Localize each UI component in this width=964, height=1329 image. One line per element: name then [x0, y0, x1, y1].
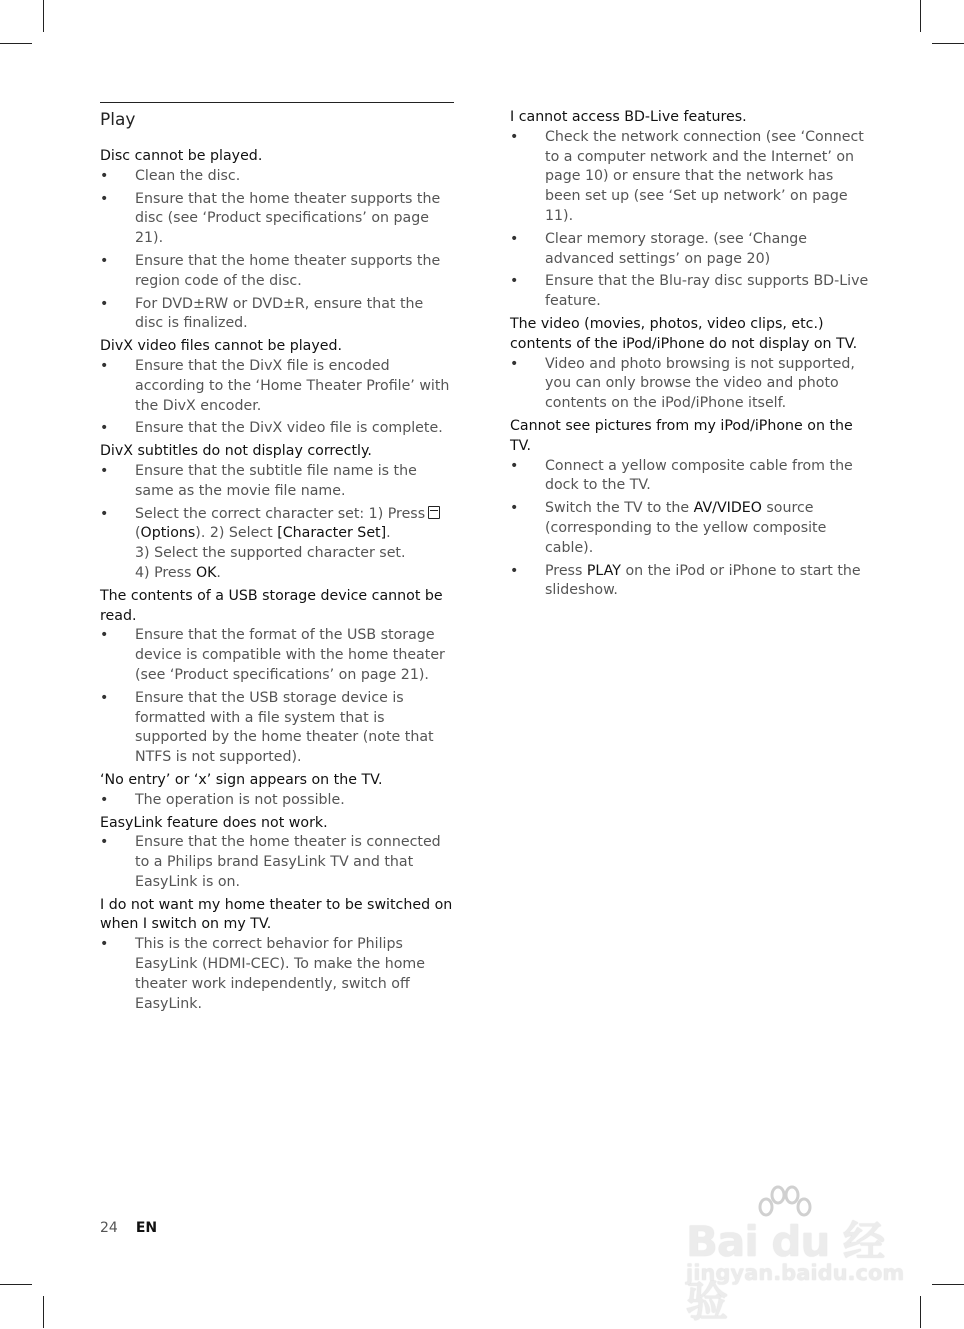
- crop-mark: [932, 1284, 964, 1285]
- bullet: •: [100, 791, 109, 808]
- options-key: Options: [140, 525, 196, 542]
- page-footer: [100, 1220, 157, 1236]
- issue-heading: The video (movies, photos, video clips, etc.) contents of the iPod/iPhone do not display on TV.: [510, 315, 858, 352]
- watermark-url: jingyan.baidu.com: [686, 1261, 905, 1285]
- bullet: •: [510, 562, 519, 579]
- issue-heading: Cannot see pictures from my iPod/iPhone on the TV.: [510, 417, 853, 454]
- list-item: • Ensure that the DivX video file is complete.: [100, 419, 454, 439]
- solution-list: [100, 357, 454, 439]
- list-item: • Ensure that the home theater supports the region code of the disc.: [100, 252, 441, 289]
- crop-mark: [932, 43, 964, 44]
- crop-mark: [43, 0, 44, 32]
- bullet: •: [510, 500, 519, 517]
- bullet: •: [100, 252, 109, 269]
- issue-heading: DivX subtitles do not display correctly.: [100, 443, 372, 460]
- list-item: • Ensure that the format of the USB storage device is compatible with the home theater (see ‘Product specifications’ on page 21).: [100, 627, 445, 683]
- bullet: •: [100, 689, 109, 706]
- list-item: • Ensure that the subtitle file name is the same as the movie file name.: [100, 462, 417, 499]
- crop-mark: [920, 1296, 921, 1328]
- ok-key: OK: [195, 564, 217, 581]
- character-set-key: [Character Set]: [277, 525, 387, 542]
- list-item: • Ensure that the home theater supports the disc (see ‘Product specifications’ on page 21).: [100, 190, 441, 247]
- bullet: •: [100, 462, 109, 479]
- list-item: • Ensure that the DivX file is encoded according to the ‘Home Theater Profile’ with the DivX encoder.: [100, 357, 450, 414]
- bullet: •: [100, 834, 109, 851]
- bullet: •: [100, 167, 109, 184]
- left-column: [100, 102, 454, 1017]
- section-title: Play: [100, 110, 136, 130]
- list-item: • This is the correct behavior for Philips EasyLink (HDMI-CEC). To make the home theater work independently, switch off EasyLink.: [100, 936, 425, 1012]
- bullet: •: [510, 355, 519, 372]
- options-icon: [428, 506, 440, 519]
- bullet: •: [510, 230, 519, 247]
- play-key: PLAY: [586, 562, 621, 579]
- solution-list: [510, 457, 870, 602]
- crop-mark: [0, 43, 32, 44]
- list-item: • The operation is not possible.: [100, 791, 454, 811]
- baidu-watermark: [686, 1185, 908, 1326]
- solution-list: [100, 935, 454, 1014]
- solution-list: [100, 791, 454, 811]
- bullet: •: [510, 273, 519, 290]
- solution-list: [100, 167, 454, 334]
- bullet: •: [100, 357, 109, 374]
- issue-heading: EasyLink feature does not work.: [100, 814, 328, 831]
- bullet: •: [100, 505, 109, 522]
- bullet: •: [100, 295, 109, 312]
- list-item: • Ensure that the home theater is connected to a Philips brand EasyLink TV and that EasyLink is on.: [100, 834, 441, 890]
- bullet: •: [510, 128, 519, 145]
- section-rule: [100, 102, 454, 103]
- list-item: • Check the network connection (see ‘Connect to a computer network and the Internet’ on page 10) or ensure that the network has been set up (see ‘Set up network’ on page 11).: [510, 128, 864, 224]
- solution-list: [100, 833, 454, 892]
- issue-heading: I cannot access BD-Live features.: [510, 109, 747, 125]
- list-item: • Video and photo browsing is not supported, you can only browse the video and photo contents on the iPod/iPhone itself.: [510, 355, 855, 412]
- issue-heading: I do not want my home theater to be switched on when I switch on my TV.: [100, 896, 453, 933]
- list-item: • Switch the TV to the AV/VIDEO source (corresponding to the yellow composite cable).: [510, 500, 827, 556]
- right-column: [510, 108, 870, 604]
- crop-mark: [920, 0, 921, 32]
- list-item: • For DVD±RW or DVD±R, ensure that the disc is finalized.: [100, 295, 424, 332]
- list-item: • Select the correct character set: 1) Press (Options). 2) Select [Character Set]. 3) Select the supported character set. 4) Press OK.: [100, 505, 454, 584]
- bullet: •: [100, 936, 109, 953]
- bullet: •: [510, 457, 519, 474]
- bullet: •: [100, 627, 109, 644]
- solution-list: [100, 462, 454, 584]
- list-item: • Ensure that the USB storage device is formatted with a file system that is supported by the home theater (note that NTFS is not supported).: [100, 689, 434, 766]
- issue-heading: DivX video files cannot be played.: [100, 338, 343, 355]
- list-item: • Ensure that the Blu-ray disc supports BD-Live feature.: [510, 273, 869, 310]
- crop-mark: [43, 1296, 44, 1328]
- issue-heading: The contents of a USB storage device cannot be read.: [100, 587, 443, 624]
- list-item: • Connect a yellow composite cable from the dock to the TV.: [510, 457, 853, 494]
- issue-heading: ‘No entry’ or ‘x’ sign appears on the TV.: [100, 771, 383, 788]
- watermark-brand: Bai du 经验: [686, 1217, 884, 1326]
- list-item: • Clean the disc.: [100, 167, 454, 187]
- solution-list: [100, 626, 454, 768]
- issue-heading: Disc cannot be played.: [100, 148, 263, 164]
- solution-list: [510, 128, 870, 312]
- crop-mark: [0, 1284, 32, 1285]
- list-item: • Press PLAY on the iPod or iPhone to start the slideshow.: [510, 562, 861, 599]
- bullet: •: [100, 420, 109, 437]
- solution-list: [510, 355, 870, 414]
- page-number: 24: [100, 1220, 118, 1236]
- av-video-key: AV/VIDEO: [693, 500, 762, 517]
- bullet: •: [100, 190, 109, 207]
- language-code: EN: [135, 1220, 158, 1236]
- list-item: • Clear memory storage. (see ‘Change advanced settings’ on page 20): [510, 230, 808, 267]
